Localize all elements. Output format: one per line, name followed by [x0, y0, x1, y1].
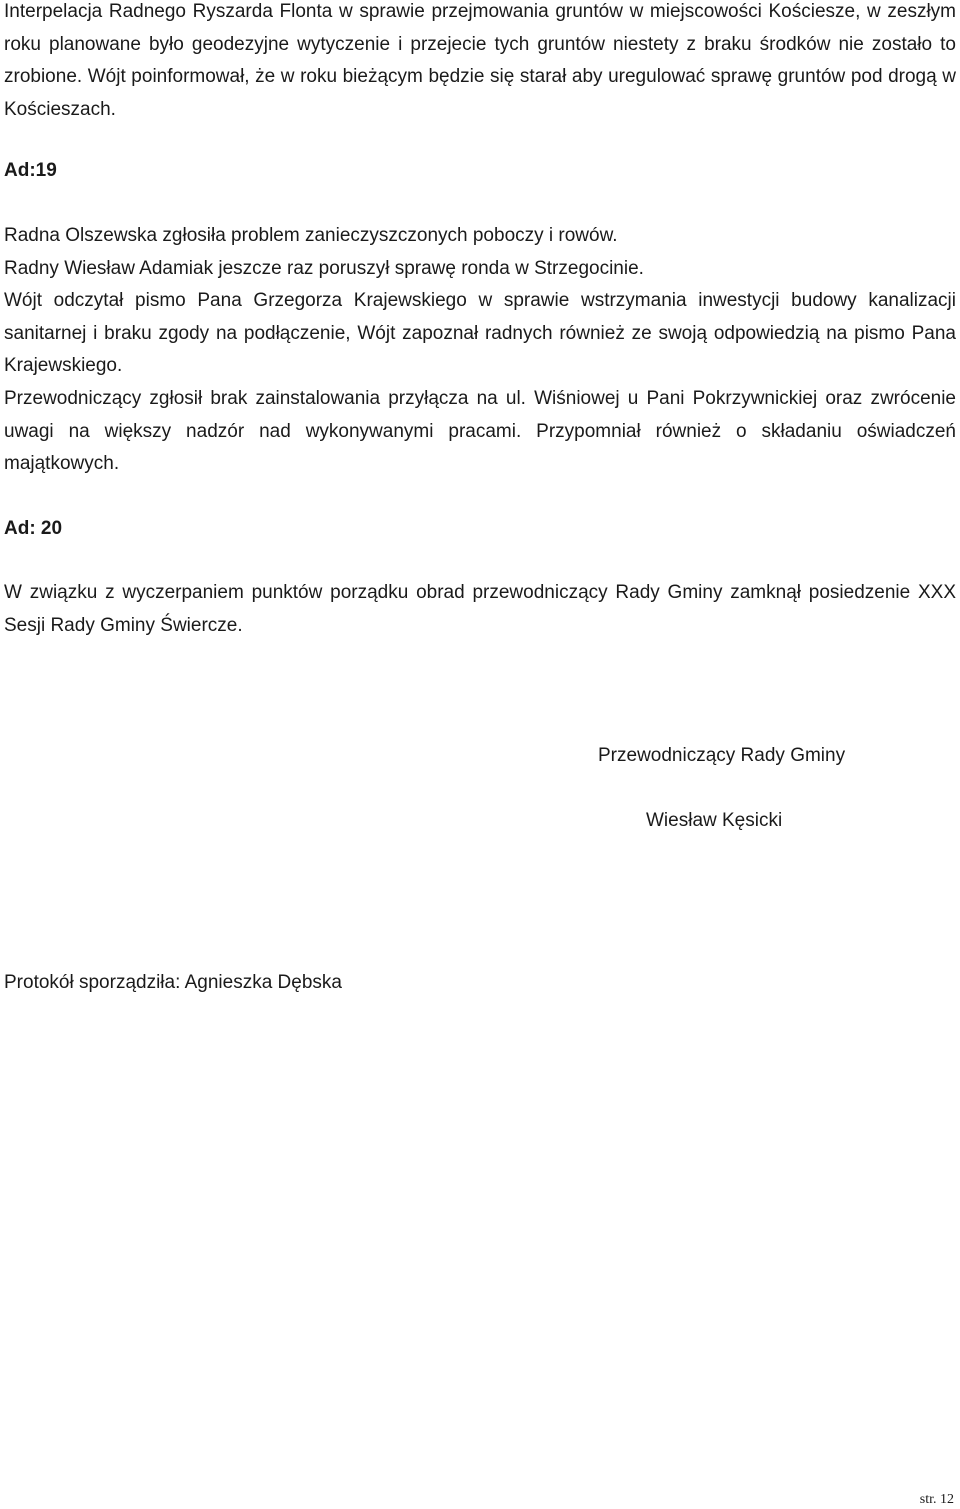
ad19-line-adamiak: Radny Wiesław Adamiak jeszcze raz poruszył sprawę ronda w Strzegocinie.	[4, 258, 644, 279]
ad19-line-olszewska: Radna Olszewska zgłosiła problem zanieczyszczonych poboczy i rowów.	[4, 225, 618, 246]
ad19-paragraph-krajewski: Wójt odczytał pismo Pana Grzegorza Krajewskiego w sprawie wstrzymania inwestycji budowy kanalizacji sanitarnej i braku zgody na podłączenie, Wójt zapoznał radnych również ze swoją odpowiedzią na pismo Pana Krajewskiego.	[4, 290, 956, 376]
signature-name: Wiesław Kęsicki	[646, 810, 783, 831]
page-number: str. 12	[919, 1492, 954, 1507]
protocol-author: Protokół sporządziła: Agnieszka Dębska	[4, 972, 342, 993]
section-heading-ad19: Ad:19	[4, 160, 57, 181]
ad19-paragraph-przewodniczacy: Przewodniczący zgłosił brak zainstalowania przyłącza na ul. Wiśniowej u Pani Pokrzywnickiej oraz zwrócenie uwagi na większy nadzór nad wykonywanymi pracami. Przypomniał również o składaniu oświadczeń majątkowych.	[4, 388, 956, 474]
intro-paragraph: Interpelacja Radnego Ryszarda Flonta w sprawie przejmowania gruntów w miejscowości Kościesze, w zeszłym roku planowane było geodezyjne wytyczenie i przejecie tych gruntów niestety z braku środków nie zostało to zrobione. Wójt poinformował, że w roku bieżącym będzie się starał aby uregulować sprawę gruntów pod drogą w Kościeszach.	[4, 1, 956, 120]
signature-title: Przewodniczący Rady Gminy	[598, 745, 846, 766]
ad20-paragraph-closing: W związku z wyczerpaniem punktów porządku obrad przewodniczący Rady Gminy zamknął posiedzenie XXX Sesji Rady Gminy Świercze.	[4, 582, 956, 636]
section-heading-ad20: Ad: 20	[4, 518, 63, 539]
